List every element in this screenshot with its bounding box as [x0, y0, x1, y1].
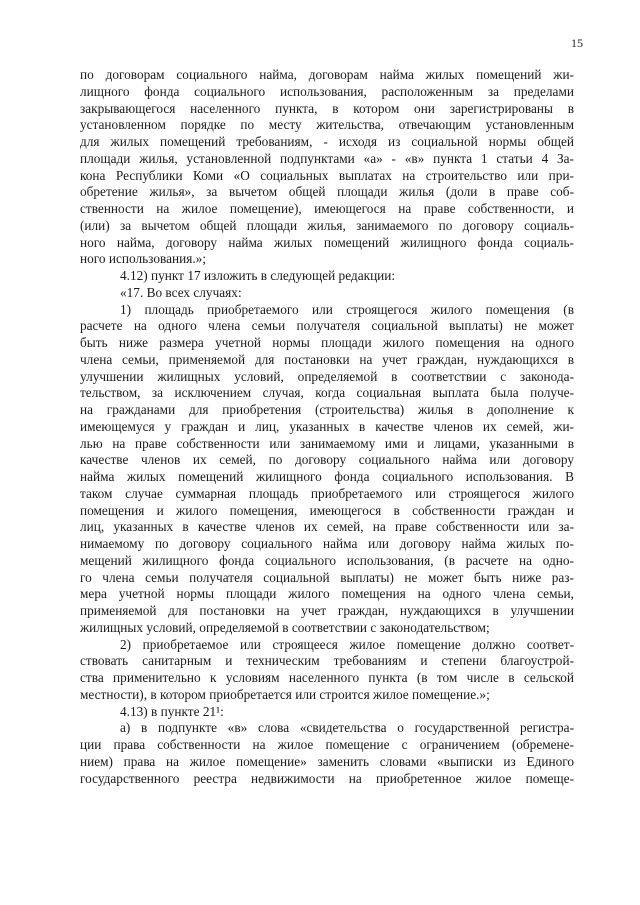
text-line: применяемой для постановки на учет граждан, нуждающихся в улучшении	[80, 603, 574, 618]
text-line: нием) права на жилое помещение» заменить словами «выписки из Единого	[80, 753, 574, 769]
text-line: на гражданами для приобретения (строительства) жилья в дополнение к	[80, 402, 574, 417]
text-line: таком случае суммарная площадь приобретаемого или строящегося жилого	[80, 485, 574, 501]
text-line: для жилых помещений требованиям, - исходя из социальной нормы общей	[80, 134, 574, 149]
text-line: го члена семьи получателя социальной выплаты) не может быть ниже раз-	[80, 569, 574, 585]
text-line: ственности на жилое помещение), имеющегося на праве собственности, и	[80, 201, 574, 216]
text-line: мещений жилищного фонда социального использования, (в расчете на одно-	[80, 552, 574, 568]
text-line: улучшении жилищных условий, определяемой в соответствии с законода-	[80, 368, 574, 384]
text-line: установленном порядке по месту жительства, отвечающим установленным	[80, 117, 574, 133]
text-line: 2) приобретаемое или строящееся жилое помещение должно соответ-	[120, 636, 574, 652]
text-line: 1) площадь приобретаемого или строящегося жилого помещения (в	[120, 301, 574, 317]
text-line: государственного реестра недвижимости на приобретенное жилое помеще-	[80, 770, 574, 786]
text-line: ного найма, договору найма жилых помещений жилищного фонда социаль-	[80, 234, 574, 250]
text-line: жилищных условий, определяемой в соответствии с законодательством;	[80, 619, 490, 635]
text-line: быть ниже размера учетной нормы площади жилого помещения на одного	[80, 335, 574, 350]
document-body	[80, 67, 574, 787]
text-line: ции права собственности на жилое помещение с ограничением (обремене-	[80, 737, 574, 752]
text-line: лиц, указанных в качестве членов их семей, на праве собственности или за-	[80, 519, 574, 535]
text-line: найма жилых помещений жилищного фонда социального использования. В	[80, 469, 574, 484]
text-line: ства применительно к условиям населенного пункта (в том числе в сельской	[80, 670, 574, 685]
text-line: лью на праве собственности или занимаемому ими и лицами, указанными в	[80, 435, 574, 451]
text-line: имеющемуся у граждан и лиц, указанных в качестве членов их семей, жи-	[80, 418, 574, 434]
text-line: мера учетной нормы площади жилого помещения на одного члена семьи,	[80, 586, 574, 602]
text-line: 4.13) в пункте 21¹:	[120, 703, 224, 719]
text-line: тельством, за исключением случая, когда социальная выплата была получе-	[80, 385, 574, 401]
text-line: местности), в котором приобретается или строится жилое помещение.»;	[80, 686, 490, 702]
text-line: по договорам социального найма, договорам найма жилых помещений жи-	[80, 67, 574, 82]
text-line: помещения и жилого помещения, имеющегося в собственности граждан и	[80, 502, 574, 518]
text-line: 4.12) пункт 17 изложить в следующей редакции:	[120, 268, 396, 283]
text-line: «17. Во всех случаях:	[120, 284, 242, 300]
text-line: закрывающегося населенного пункта, в котором они зарегистрированы в	[80, 100, 574, 116]
text-line: кона Республики Коми «О социальных выплатах на строительство или при-	[80, 167, 574, 183]
text-line: качестве членов их семей, по договору социального найма или договору	[80, 452, 574, 468]
text-line: члена семьи, применяемой для постановки на учет граждан, нуждающихся в	[80, 351, 574, 367]
text-line: а) в подпункте «в» слова «свидетельства о государственной регистра-	[120, 720, 574, 736]
text-line: обретение жилья», за вычетом общей площади жилья (доли в праве соб-	[80, 184, 574, 200]
text-line: площади жилья, установленной подпунктами «а» - «в» пункта 1 статьи 4 За-	[80, 150, 574, 166]
text-line: ствовать санитарным и техническим требованиям и степени благоустрой-	[80, 653, 574, 669]
text-line: расчете на одного члена семьи получателя социальной выплаты) не может	[80, 318, 574, 334]
text-line: лищного фонда социального использования, расположенным за пределами	[80, 83, 574, 99]
text-line: нимаемому по договору социального найма или договору найма жилых по-	[80, 536, 574, 551]
page-number: 15	[571, 36, 583, 50]
text-line: (или) за вычетом общей площади жилья, занимаемого по договору социаль-	[80, 217, 574, 233]
text-line: ного использования.»;	[80, 251, 207, 267]
